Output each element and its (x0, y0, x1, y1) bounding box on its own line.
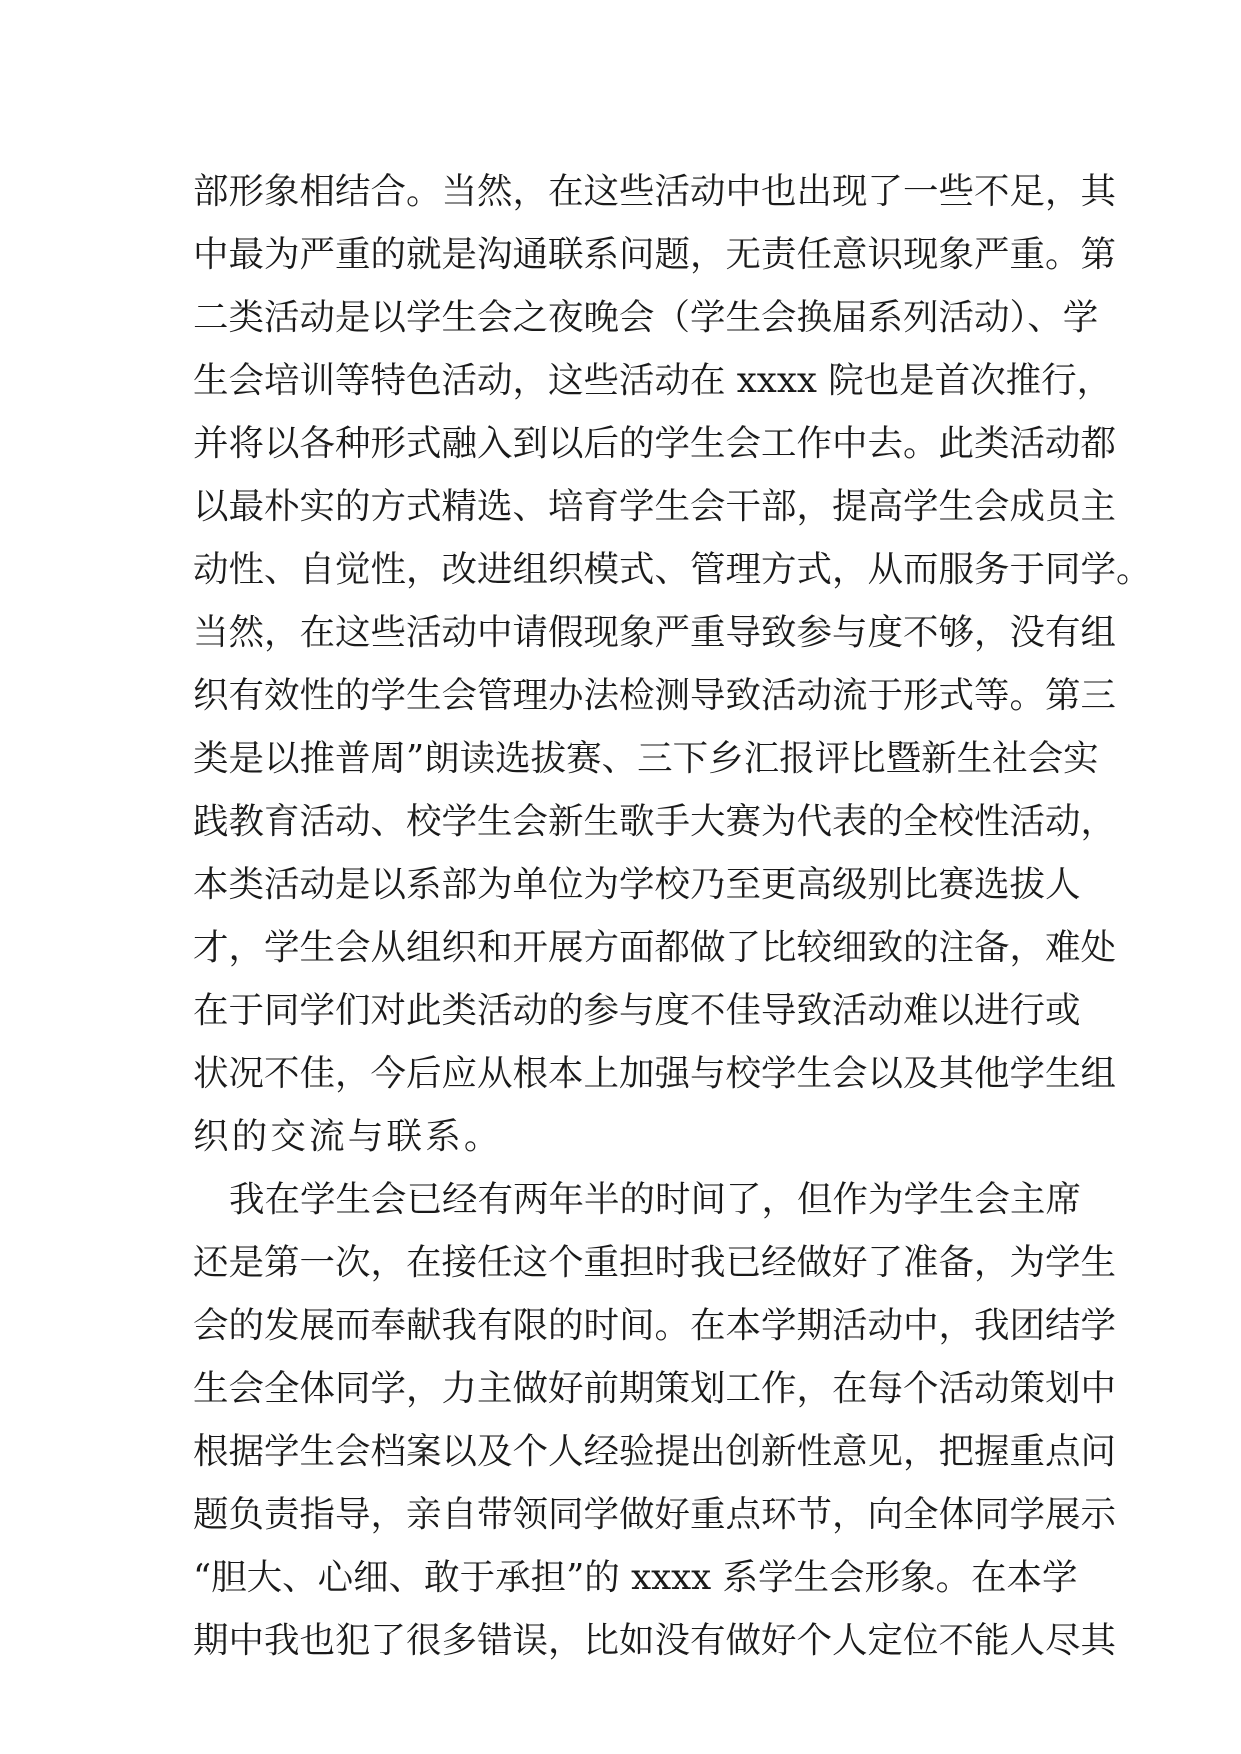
paragraph-1-line-12: 本类活动是以系部为单位为学校乃至更高级别比赛选拔人 (193, 864, 1081, 905)
paragraph-1-line-4: 生会培训等特色活动，这些活动在 xxxx 院也是首次推行， (193, 360, 1113, 401)
paragraph-1-line-15: 状况不佳，今后应从根本上加强与校学生会以及其他学生组 (193, 1053, 1117, 1094)
paragraph-1-line-13: 才，学生会从组织和开展方面都做了比较细致的注备，难处 (193, 927, 1117, 968)
paragraph-2-line-3: 会的发展而奉献我有限的时间。在本学期活动中，我团结学 (193, 1305, 1117, 1346)
paragraph-1-line-14: 在于同学们对此类活动的参与度不佳导致活动难以进行或 (193, 990, 1081, 1031)
paragraph-1-line-11: 践教育活动、校学生会新生歌手大赛为代表的全校性活动， (193, 801, 1117, 842)
paragraph-2-line-1: 我在学生会已经有两年半的时间了，但作为学生会主席 (229, 1179, 1082, 1220)
paragraph-2-line-8: 期中我也犯了很多错误，比如没有做好个人定位不能人尽其 (193, 1620, 1117, 1661)
paragraph-1-line-7: 动性、自觉性，改进组织模式、管理方式，从而服务于同学。 (193, 549, 1152, 590)
paragraph-1-line-16: 织的交流与联系。 (193, 1116, 503, 1157)
paragraph-2-line-4: 生会全体同学，力主做好前期策划工作，在每个活动策划中 (193, 1368, 1117, 1409)
paragraph-1-line-5: 并将以各种形式融入到以后的学生会工作中去。此类活动都 (193, 423, 1117, 464)
document-body (193, 160, 1152, 1672)
paragraph-1-line-3: 二类活动是以学生会之夜晚会（学生会换届系列活动）、学 (193, 297, 1099, 338)
paragraph-1-line-9: 织有效性的学生会管理办法检测导致活动流于形式等。第三 (193, 675, 1117, 716)
paragraph-1-line-8: 当然，在这些活动中请假现象严重导致参与度不够，没有组 (193, 612, 1117, 653)
paragraph-2-line-5: 根据学生会档案以及个人经验提出创新性意见，把握重点问 (193, 1431, 1117, 1472)
paragraph-2-line-2: 还是第一次，在接任这个重担时我已经做好了准备，为学生 (193, 1242, 1117, 1283)
paragraph-1-line-1: 部形象相结合。当然，在这些活动中也出现了一些不足，其 (193, 171, 1117, 212)
paragraph-1-line-2: 中最为严重的就是沟通联系问题，无责任意识现象严重。第 (193, 234, 1117, 275)
paragraph-1-line-10: 类是以推普周”朗读选拔赛、三下乡汇报评比暨新生社会实 (193, 738, 1099, 779)
paragraph-2-line-7: “胆大、心细、敢于承担”的 xxxx 系学生会形象。在本学 (193, 1557, 1078, 1598)
paragraph-1-line-6: 以最朴实的方式精选、培育学生会干部，提高学生会成员主 (193, 486, 1117, 527)
paragraph-2-line-6: 题负责指导，亲自带领同学做好重点环节，向全体同学展示 (193, 1494, 1117, 1535)
